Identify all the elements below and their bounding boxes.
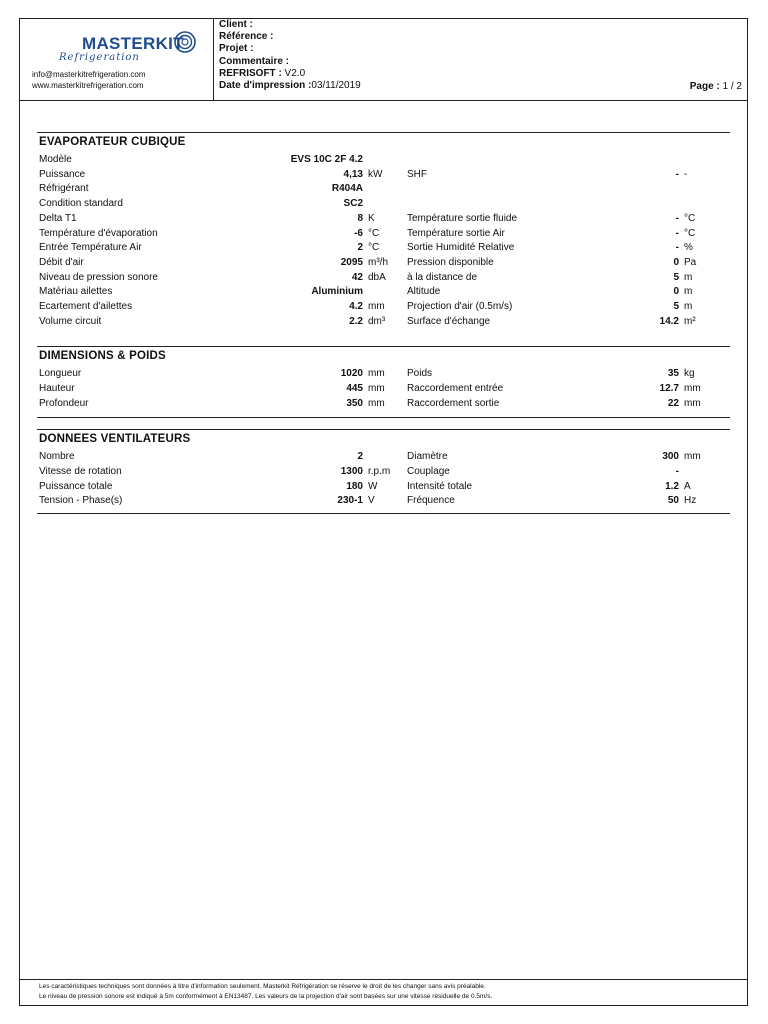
spec-value: 4,13 bbox=[343, 168, 363, 180]
spec-unit: °C bbox=[368, 227, 380, 239]
company-logo bbox=[59, 34, 209, 74]
document-footer bbox=[19, 979, 748, 1000]
spec-label-right: Sortie Humidité Relative bbox=[407, 242, 515, 254]
client-label: Client : bbox=[219, 19, 253, 30]
spec-label-right: Projection d'air (0.5m/s) bbox=[407, 301, 513, 312]
spec-row bbox=[39, 153, 729, 167]
spec-label-right: Surface d'échange bbox=[407, 315, 491, 327]
spec-unit-right: mm bbox=[684, 451, 701, 462]
spec-value-right: 14.2 bbox=[659, 315, 679, 327]
spec-label: Puissance totale bbox=[39, 480, 113, 492]
spec-row bbox=[39, 494, 729, 508]
spec-unit-right: m bbox=[684, 301, 693, 312]
spec-value: 2.2 bbox=[349, 315, 363, 327]
spec-label-right: Raccordement entrée bbox=[407, 383, 504, 394]
spec-label: Réfrigérant bbox=[39, 183, 89, 195]
print-date-value: 03/11/2019 bbox=[311, 80, 361, 91]
refrisoft-version: V2.0 bbox=[281, 68, 306, 79]
section-title-dimensions: DIMENSIONS & POIDS bbox=[39, 350, 166, 362]
section-divider bbox=[37, 513, 730, 514]
spec-label: Delta T1 bbox=[39, 212, 77, 224]
spec-row bbox=[39, 450, 729, 464]
company-email: info@masterkitrefrigeration.com bbox=[32, 70, 146, 79]
spec-label-right: Pression disponible bbox=[407, 256, 494, 268]
spec-label: Température d'évaporation bbox=[39, 227, 158, 239]
spec-label-right: Diamètre bbox=[407, 451, 448, 462]
spec-label: Matériau ailettes bbox=[39, 286, 113, 298]
swirl-icon bbox=[173, 30, 197, 54]
spec-unit: dbA bbox=[368, 271, 386, 283]
company-website: www.masterkitrefrigeration.com bbox=[32, 81, 144, 90]
document-header bbox=[19, 18, 748, 101]
logo-subtitle: Refrigeration bbox=[59, 52, 140, 63]
spec-label-right: à la distance de bbox=[407, 271, 478, 283]
spec-value-right: - bbox=[675, 212, 679, 224]
spec-label: Volume circuit bbox=[39, 315, 102, 327]
spec-row bbox=[39, 300, 729, 314]
spec-value: 445 bbox=[346, 383, 363, 394]
spec-label: Condition standard bbox=[39, 198, 123, 210]
spec-row bbox=[39, 212, 729, 226]
spec-row bbox=[39, 256, 729, 270]
spec-label: Tension - Phase(s) bbox=[39, 495, 123, 507]
spec-value: R404A bbox=[331, 183, 363, 195]
spec-unit: kW bbox=[368, 168, 383, 180]
spec-value-right: 0 bbox=[673, 256, 679, 268]
spec-value-right: 0 bbox=[673, 286, 679, 298]
spec-unit: W bbox=[368, 480, 378, 492]
spec-row bbox=[39, 367, 729, 381]
spec-label-right: Température sortie fluide bbox=[407, 212, 518, 224]
spec-value-right: 35 bbox=[667, 368, 679, 379]
section-divider bbox=[37, 346, 730, 347]
reference-line bbox=[219, 31, 273, 43]
spec-value: EVS 10C 2F 4.2 bbox=[290, 154, 363, 165]
spec-label-right: Raccordement sortie bbox=[407, 398, 500, 409]
spec-unit: mm bbox=[368, 398, 385, 409]
spec-value: 42 bbox=[351, 271, 363, 283]
spec-unit-right: A bbox=[684, 480, 691, 492]
spec-value-right: 5 bbox=[673, 271, 679, 283]
spec-unit: mm bbox=[368, 368, 385, 379]
spec-label-right: Poids bbox=[407, 368, 433, 379]
spec-row bbox=[39, 285, 729, 299]
spec-value: 1020 bbox=[340, 368, 363, 379]
client-line bbox=[219, 19, 253, 31]
section-divider bbox=[37, 132, 730, 133]
spec-value: 350 bbox=[346, 398, 363, 409]
spec-value-right: - bbox=[675, 465, 679, 477]
spec-label-right: SHF bbox=[407, 168, 427, 180]
spec-value-right: 22 bbox=[667, 398, 679, 409]
spec-unit: °C bbox=[368, 242, 380, 254]
spec-unit-right: mm bbox=[684, 398, 701, 409]
spec-value: 1300 bbox=[340, 465, 363, 477]
spec-unit-right: Pa bbox=[684, 256, 697, 268]
spec-label-right: Altitude bbox=[407, 286, 441, 298]
spec-row bbox=[39, 241, 729, 255]
refrisoft-line bbox=[219, 68, 305, 80]
section-divider bbox=[37, 417, 730, 418]
spec-unit-right: Hz bbox=[684, 495, 697, 507]
spec-value: 2095 bbox=[340, 256, 363, 268]
spec-unit-right: mm bbox=[684, 383, 701, 394]
section-title-ventilateurs: DONNEES VENTILATEURS bbox=[39, 433, 191, 445]
spec-unit: mm bbox=[368, 383, 385, 394]
reference-label: Référence : bbox=[219, 31, 274, 42]
spec-value: 2 bbox=[357, 451, 363, 462]
spec-value: SC2 bbox=[343, 198, 363, 210]
spec-label-right: Couplage bbox=[407, 465, 450, 477]
page-number bbox=[690, 81, 742, 92]
spec-label: Niveau de pression sonore bbox=[39, 271, 158, 283]
spec-row bbox=[39, 315, 729, 329]
spec-row bbox=[39, 465, 729, 479]
spec-value-right: 12.7 bbox=[659, 383, 679, 394]
spec-unit-right: % bbox=[684, 242, 693, 254]
spec-unit-right: - bbox=[684, 168, 688, 180]
spec-row bbox=[39, 397, 729, 411]
print-date-line bbox=[219, 80, 361, 92]
spec-label: Longueur bbox=[39, 368, 82, 379]
spec-value-right: 50 bbox=[667, 495, 679, 507]
spec-label-right: Température sortie Air bbox=[407, 227, 505, 239]
company-block bbox=[19, 18, 214, 100]
spec-value: Aluminium bbox=[311, 286, 363, 298]
spec-unit: mm bbox=[368, 301, 385, 312]
spec-value-right: 300 bbox=[662, 451, 679, 462]
projet-label: Projet : bbox=[219, 43, 254, 54]
spec-unit-right: kg bbox=[684, 368, 695, 379]
spec-label: Vitesse de rotation bbox=[39, 465, 122, 477]
page-value: 1 / 2 bbox=[719, 81, 742, 92]
spec-unit: r.p.m bbox=[368, 465, 391, 477]
spec-value: 180 bbox=[346, 480, 363, 492]
spec-label: Profondeur bbox=[39, 398, 89, 409]
spec-row bbox=[39, 168, 729, 182]
spec-row bbox=[39, 480, 729, 494]
spec-unit: m³/h bbox=[368, 256, 388, 268]
section-title-evaporateur: EVAPORATEUR CUBIQUE bbox=[39, 136, 186, 148]
spec-label: Entrée Température Air bbox=[39, 242, 142, 254]
spec-value-right: - bbox=[675, 242, 679, 254]
spec-label-right: Intensité totale bbox=[407, 480, 473, 492]
spec-label: Modèle bbox=[39, 154, 72, 165]
refrisoft-label: REFRISOFT : bbox=[219, 68, 282, 79]
spec-label: Ecartement d'ailettes bbox=[39, 301, 133, 312]
spec-value: 230-1 bbox=[337, 495, 363, 507]
spec-label: Hauteur bbox=[39, 383, 75, 394]
spec-unit: K bbox=[368, 212, 375, 224]
spec-row bbox=[39, 227, 729, 241]
spec-label: Nombre bbox=[39, 451, 75, 462]
spec-unit-right: °C bbox=[684, 212, 696, 224]
spec-value-right: 5 bbox=[673, 301, 679, 312]
footer-disclaimer: Les caractéristiques techniques sont données à titre d'information seulement. Masterkit Réfrigération se réserve le droit de les changer sans avis préalable. bbox=[39, 983, 486, 990]
spec-unit-right: m² bbox=[684, 315, 696, 327]
spec-label-right: Fréquence bbox=[407, 495, 455, 507]
section-divider bbox=[37, 429, 730, 430]
spec-value: -6 bbox=[354, 227, 363, 239]
logo-wordmark: MASTERKIT bbox=[82, 34, 184, 53]
commentaire-line bbox=[219, 56, 289, 68]
spec-value: 8 bbox=[357, 212, 363, 224]
project-info bbox=[219, 18, 744, 100]
spec-row bbox=[39, 182, 729, 196]
spec-value-right: - bbox=[675, 227, 679, 239]
spec-label: Puissance bbox=[39, 168, 86, 180]
projet-line bbox=[219, 43, 253, 55]
spec-label: Débit d'air bbox=[39, 256, 84, 268]
spec-value-right: 1.2 bbox=[665, 480, 679, 492]
spec-unit: V bbox=[368, 495, 375, 507]
spec-unit-right: m bbox=[684, 271, 693, 283]
spec-value: 2 bbox=[357, 242, 363, 254]
spec-row bbox=[39, 271, 729, 285]
spec-value: 4.2 bbox=[349, 301, 363, 312]
page-label: Page : bbox=[689, 81, 720, 92]
footer-note: Le niveau de pression sonore est indiqué à 5m conformément à EN13487. Les valeurs de la projection d'air sont basées sur une vitesse résiduelle de 0.5m/s. bbox=[39, 993, 493, 1000]
spec-unit: dm³ bbox=[368, 315, 386, 327]
spec-row bbox=[39, 382, 729, 396]
spec-value-right: - bbox=[675, 168, 679, 180]
print-date-label: Date d'impression : bbox=[219, 80, 312, 91]
spec-row bbox=[39, 197, 729, 211]
spec-unit-right: °C bbox=[684, 227, 696, 239]
commentaire-label: Commentaire : bbox=[219, 56, 290, 67]
spec-unit-right: m bbox=[684, 286, 693, 298]
